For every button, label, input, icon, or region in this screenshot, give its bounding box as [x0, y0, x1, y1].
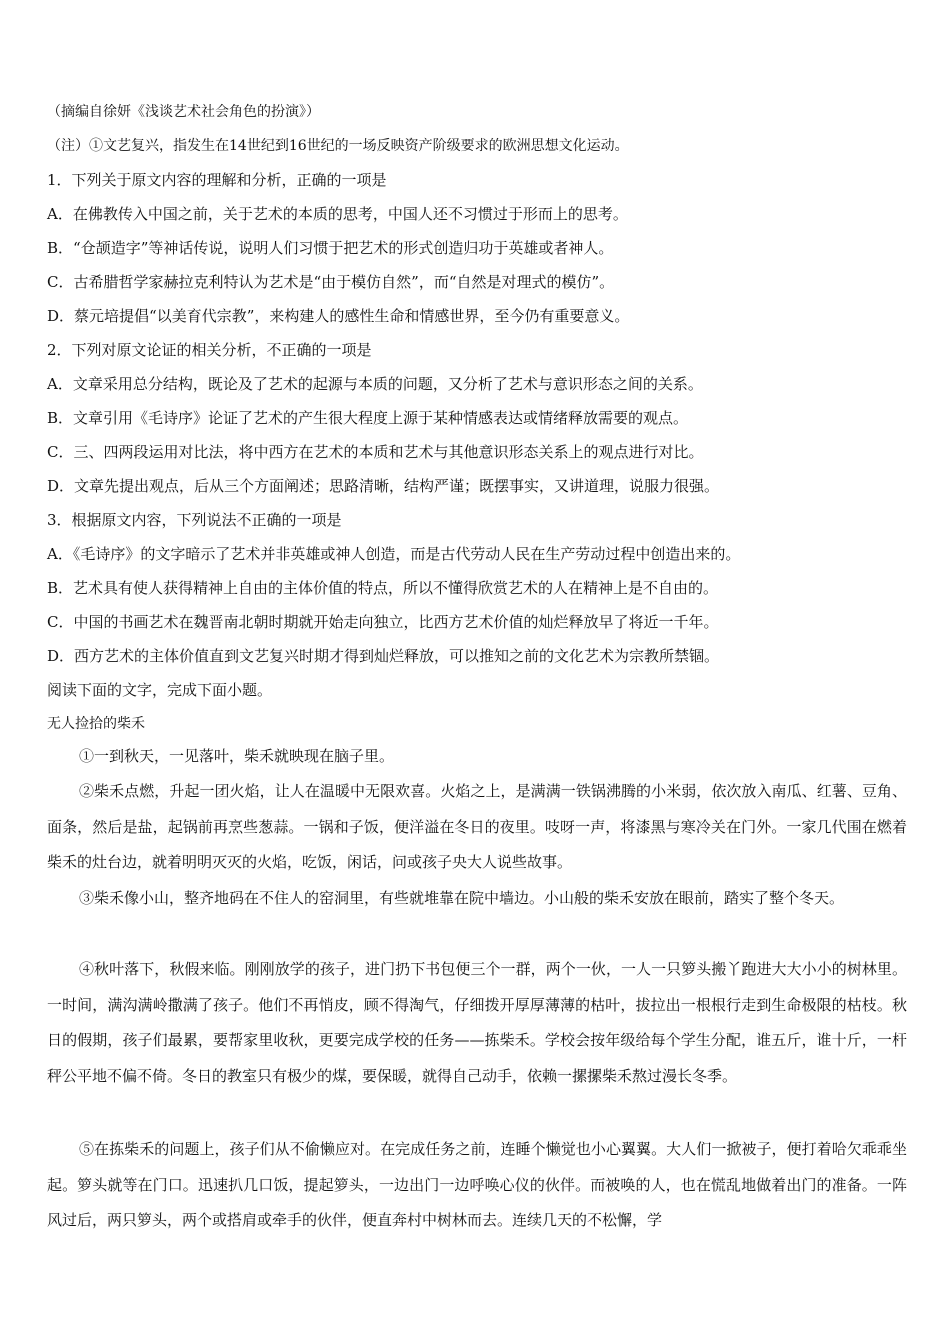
passage-title: 无人捡拾的柴禾: [47, 716, 145, 732]
passage-paragraph-3: ③柴禾像小山，整齐地码在不住人的窑洞里，有些就堆靠在院中墙边。小山般的柴禾安放在眼前，踏实了整个冬天。: [79, 889, 845, 907]
question-3-option-b: B．艺术具有使人获得精神上自由的主体价值的特点，所以不懂得欣赏艺术的人在精神上是不自由的。: [47, 579, 719, 597]
question-1-option-b: B．“仓颉造字”等神话传说，说明人们习惯于把艺术的形式创造归功于英雄或者神人。: [47, 239, 614, 257]
question-3-option-a: A．《毛诗序》的文字暗示了艺术并非英雄或神人创造，而是古代劳动人民在生产劳动过程中创造出来的。: [47, 545, 741, 563]
passage-paragraph-2: ②柴禾点燃，升起一团火焰，让人在温暖中无限欢喜。火焰之上，是满满一铁锅沸腾的小米弱，依次放入南瓜、红薯、豆角、面条，然后是盐，起锅前再烹些葱蒜。一锅和子饭，便洋溢在冬日的夜里。吱呀一声，将漆黑与寒冷关在门外。一家几代围在燃着柴禾的灶台边，就着明明灭灭的火焰，吃饭，闲话，问或孩子央大人说些故事。: [47, 782, 907, 871]
question-1-stem: 1．下列关于原文内容的理解和分析，正确的一项是: [47, 171, 387, 189]
question-3-option-c: C．中国的书画艺术在魏晋南北朝时期就开始走向独立，比西方艺术价值的灿烂释放早了将近一千年。: [47, 613, 719, 631]
passage-paragraph-5: ⑤在拣柴禾的问题上，孩子们从不偷懒应对。在完成任务之前，连睡个懒觉也小心翼翼。大人们一掀被子，便打着哈欠乖乖坐起。箩头就等在门口。迅速扒几口饭，提起箩头，一边出门一边呼唤心仪的伙伴。而被唤的人，也在慌乱地做着出门的准备。一阵风过后，两只箩头，两个或搭肩或牵手的伙伴，便直奔村中树林而去。连续几天的不松懈，学: [47, 1140, 907, 1229]
passage-paragraph-4: ④秋叶落下，秋假来临。刚刚放学的孩子，进门扔下书包便三个一群，两个一伙，一人一只箩头搬丫跑进大大小小的树林里。一时间，满沟满岭撒满了孩子。他们不再悄皮，顾不得淘气，仔细拨开厚厚薄薄的枯叶，拔拉出一根根行走到生命极限的枯枝。秋日的假期，孩子们最累，要帮家里收秋，更要完成学校的任务——拣柴禾。学校会按年级给每个学生分配，谁五斤，谁十斤，一杆秤公平地不偏不倚。冬日的教室只有极少的煤，要保暖，就得自己动手，依赖一摞摞柴禾熬过漫长冬季。: [47, 960, 907, 1085]
question-1-option-a: A．在佛教传入中国之前，关于艺术的本质的思考，中国人还不习惯过于形而上的思考。: [47, 205, 628, 223]
question-2-option-c: C．三、四两段运用对比法，将中西方在艺术的本质和艺术与其他意识形态关系上的观点进行对比。: [47, 443, 704, 461]
question-1-option-c: C．古希腊哲学家赫拉克利特认为艺术是“由于模仿自然”，而“自然是对理式的模仿”。: [47, 273, 615, 291]
question-3-stem: 3．根据原文内容，下列说法不正确的一项是: [47, 511, 342, 529]
question-1-option-d: D．蔡元培提倡“以美育代宗教”，来构建人的感性生命和情感世界，至今仍有重要意义。: [47, 307, 630, 325]
source-citation: （摘编自徐妍《浅谈艺术社会角色的扮演》）: [47, 104, 320, 120]
question-2-stem: 2．下列对原文论证的相关分析，不正确的一项是: [47, 341, 372, 359]
question-2-option-a: A．文章采用总分结构，既论及了艺术的起源与本质的问题，又分析了艺术与意识形态之间的关系。: [47, 375, 703, 393]
footnote: （注）①文艺复兴，指发生在14世纪到16世纪的一场反映资产阶级要求的欧洲思想文化运动。: [47, 138, 629, 154]
passage-paragraph-1: ①一到秋天，一见落叶，柴禾就映现在脑子里。: [79, 747, 395, 765]
question-2-option-b: B．文章引用《毛诗序》论证了艺术的产生很大程度上源于某种情感表达或情绪释放需要的观点。: [47, 409, 689, 427]
question-2-option-d: D．文章先提出观点，后从三个方面阐述；思路清晰，结构严谨；既摆事实，又讲道理，说服力很强。: [47, 477, 720, 495]
reading-instruction: 阅读下面的文字，完成下面小题。: [47, 681, 273, 699]
question-3-option-d: D．西方艺术的主体价值直到文艺复兴时期才得到灿烂释放，可以推知之前的文化艺术为宗教所禁锢。: [47, 647, 720, 665]
